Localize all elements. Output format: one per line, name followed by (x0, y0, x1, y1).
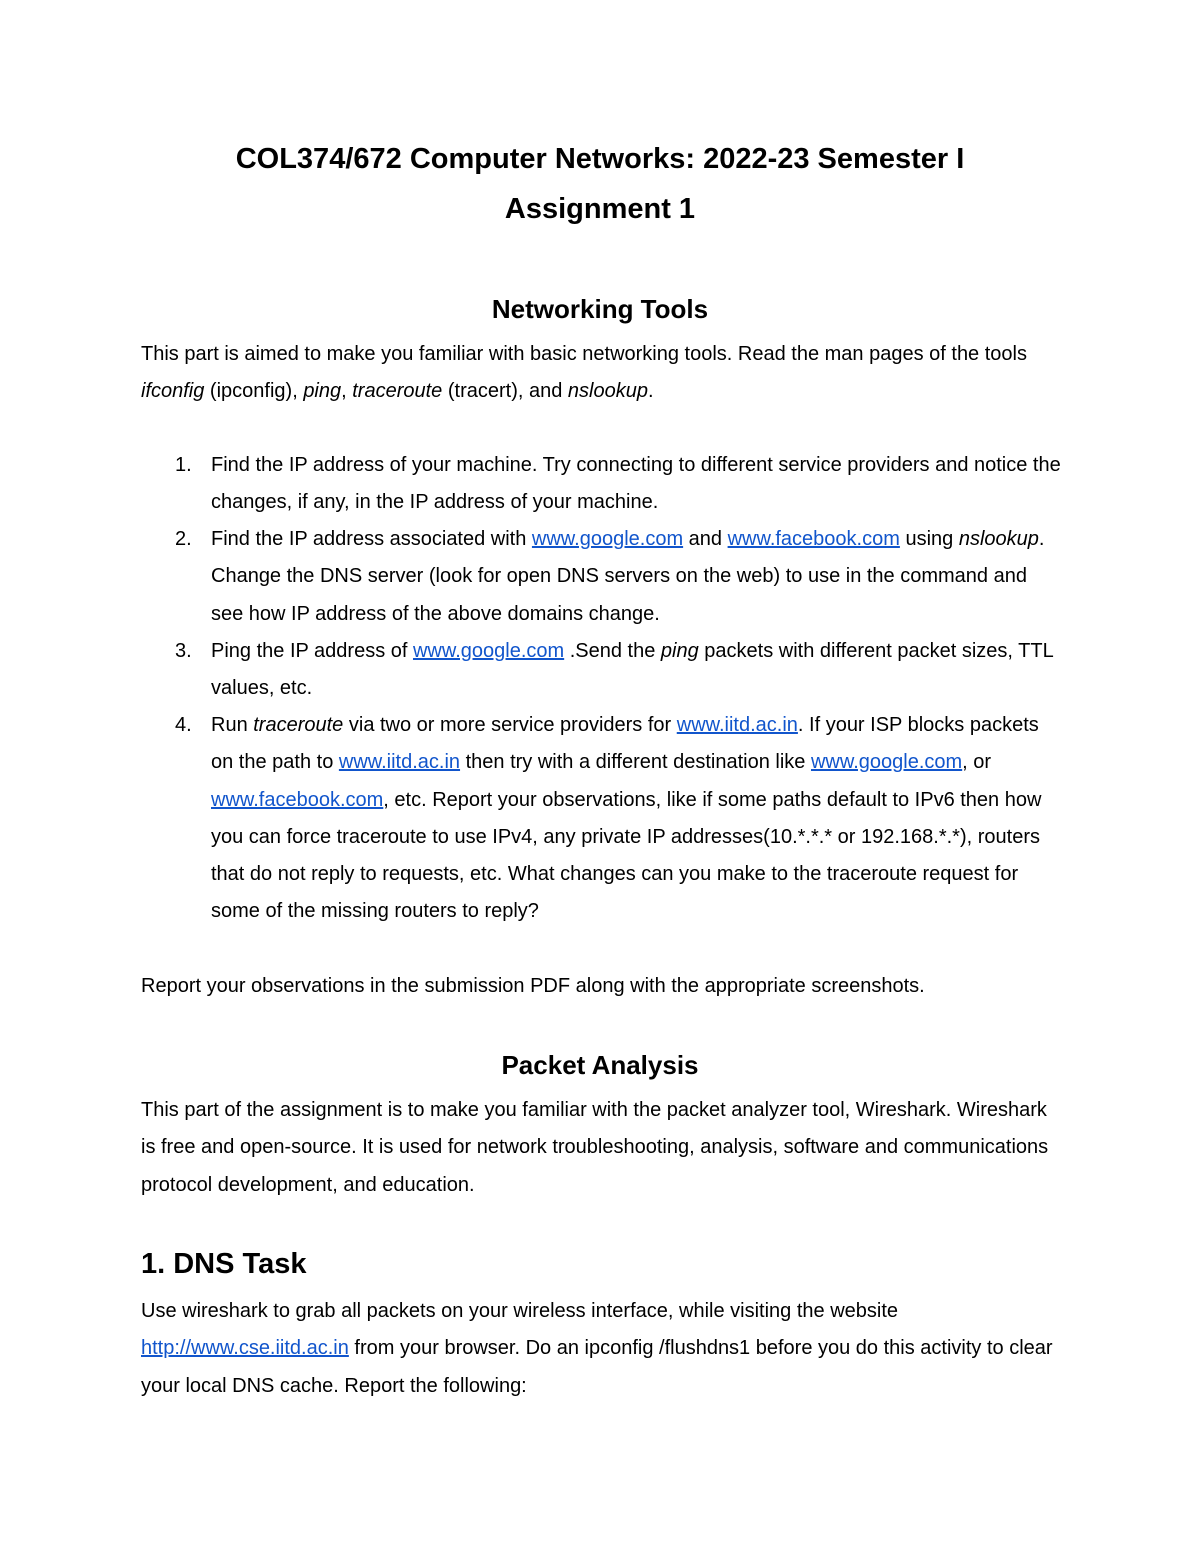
link-cse-iitd[interactable]: http://www.cse.iitd.ac.in (141, 1337, 349, 1360)
list-item-1: Find the IP address of your machine. Try connecting to different service providers and notice the changes, if any, in the IP address of your machine. (211, 454, 1061, 514)
item-text: Ping the IP address of (211, 640, 413, 662)
document-title: COL374/672 Computer Networks: 2022-23 Semester I (235, 143, 965, 175)
intro-text: . (647, 380, 654, 403)
tool-traceroute: traceroute (352, 380, 443, 403)
link-iitd[interactable]: www.iitd.ac.in (676, 714, 798, 736)
tool-nslookup: nslookup (567, 380, 648, 403)
dns-text: Use wireshark to grab all packets on your wireless interface, while visiting the website (141, 1300, 899, 1322)
item-text: using (899, 528, 959, 550)
packet-intro-paragraph: This part of the assignment is to make you familiar with the packet analyzer tool, Wireshark. Wireshark is free and open-source. It is used for network troubleshooting, analysis, software and communications protocol development, and education. (141, 1099, 1049, 1196)
intro-text: (ipconfig), (204, 380, 304, 403)
item-text: , or (962, 751, 992, 774)
item-text: . Change the DNS server (look for open DNS servers on the web) to use in the command and see how IP address of the above domains change. (211, 528, 1045, 625)
networking-intro-paragraph (141, 336, 1061, 411)
list-number: 2. (175, 528, 192, 550)
list-number: 1. (175, 454, 192, 476)
list-item-3 (211, 633, 1061, 708)
link-facebook[interactable]: www.facebook.com (211, 788, 384, 811)
item-text: .Send the (564, 640, 661, 662)
item-text: via two or more service providers for (343, 714, 677, 736)
item-text: Find the IP address associated with (211, 528, 532, 550)
list-number: 3. (175, 640, 192, 662)
intro-text: This part is aimed to make you familiar with basic networking tools. Read the man pages of the tools (141, 343, 1027, 365)
dns-task-paragraph (141, 1293, 1061, 1405)
item-text: Run (211, 714, 254, 736)
item-text: and (683, 528, 728, 550)
tool-ifconfig: ifconfig (141, 380, 205, 403)
networking-tools-heading: Networking Tools (491, 294, 709, 324)
intro-text: , (341, 380, 353, 403)
link-iitd[interactable]: www.iitd.ac.in (338, 751, 461, 774)
tool-nslookup: nslookup (958, 528, 1039, 550)
link-google[interactable]: www.google.com (412, 640, 565, 662)
list-item-2 (211, 521, 1061, 633)
item-text: packets with different packet sizes, TTL values, etc. (211, 640, 1053, 700)
link-facebook[interactable]: www.facebook.com (727, 528, 900, 550)
link-google[interactable]: www.google.com (810, 751, 963, 774)
packet-analysis-heading: Packet Analysis (501, 1050, 699, 1080)
list-number: 4. (175, 714, 192, 736)
link-google[interactable]: www.google.com (531, 528, 684, 550)
intro-text: (tracert), and (442, 380, 568, 403)
item-text: then try with a different destination like (460, 751, 811, 774)
item-text: . If your ISP blocks packets on the path to (211, 714, 1039, 774)
dns-task-heading: 1. DNS Task (141, 1248, 307, 1280)
tool-traceroute: traceroute (253, 714, 344, 736)
dns-text: from your browser. Do an ipconfig /flushdns1 before you do this activity to clear your local DNS cache. Report the following: (141, 1337, 1053, 1397)
document-subtitle: Assignment 1 (504, 193, 696, 225)
tool-ping: ping (660, 640, 699, 662)
report-paragraph: Report your observations in the submission PDF along with the appropriate screenshots. (141, 975, 925, 997)
item-text: , etc. Report your observations, like if some paths default to IPv6 then how you can force traceroute to use IPv4, any private IP addresses(10.*.*.* or 192.168.*.*), routers that do not reply to requests, etc. What changes can you make to the traceroute request for some of the missing routers to reply? (211, 788, 1042, 923)
tool-ping: ping (303, 380, 342, 403)
list-item-4 (211, 707, 1061, 931)
